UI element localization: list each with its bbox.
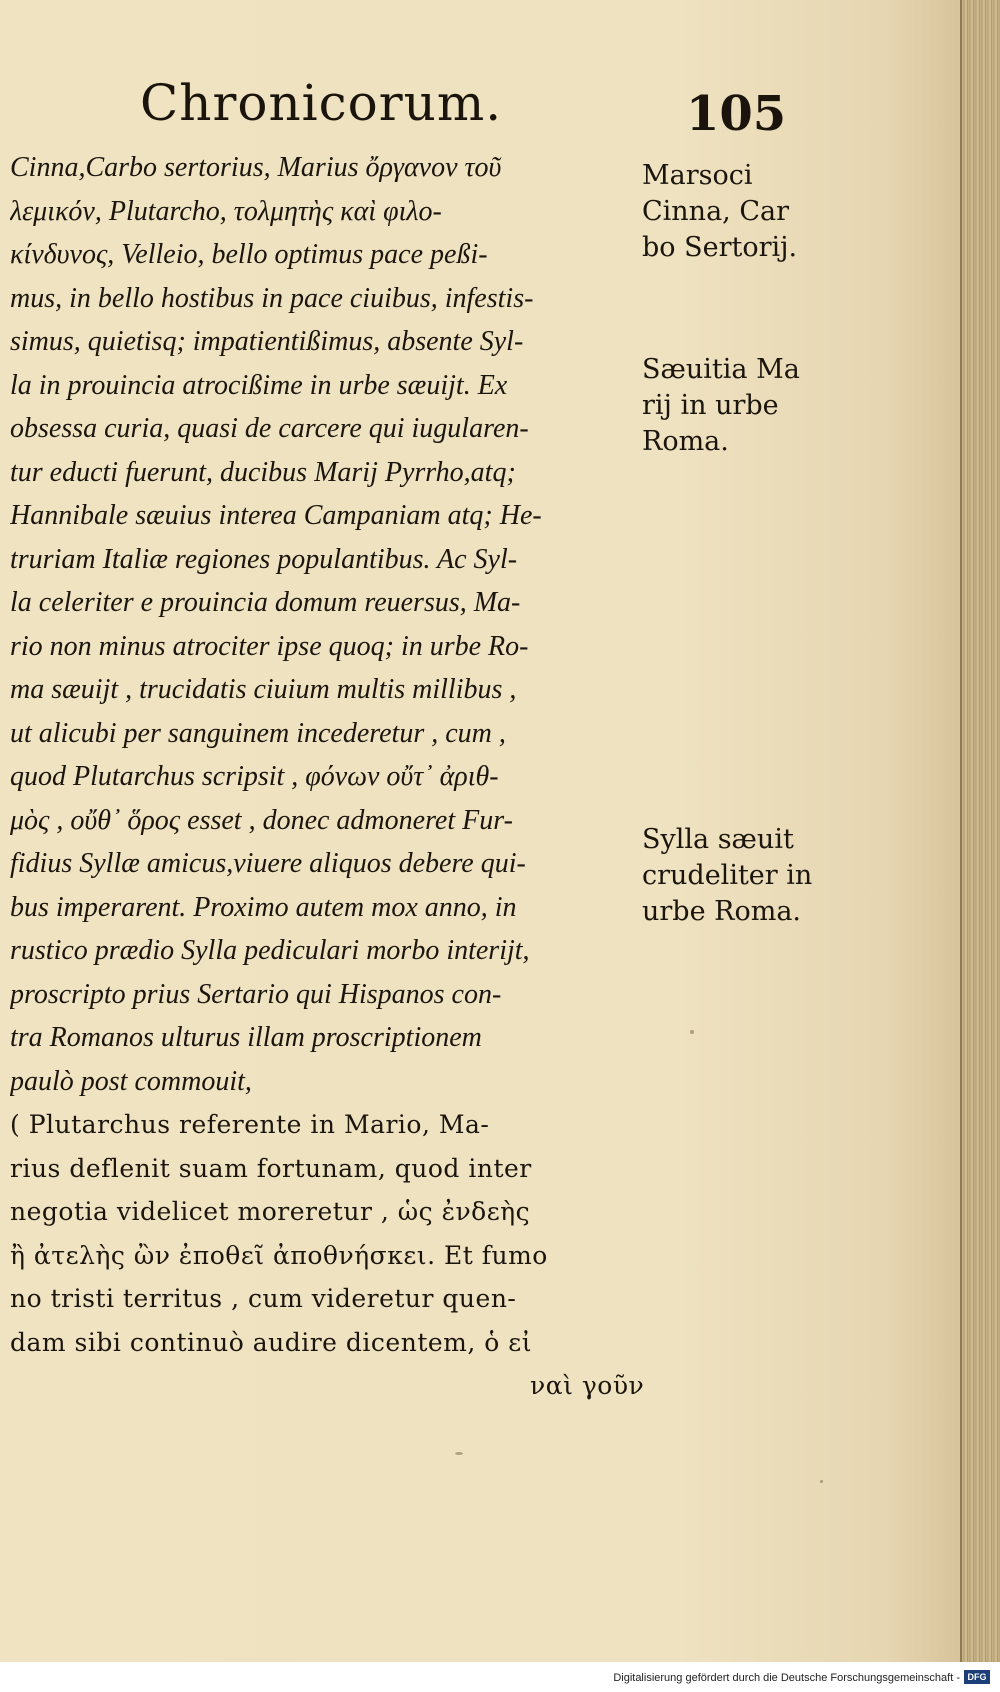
digitization-credit: Digitalisierung gefördert durch die Deutsche Forschungsgemeinschaft -	[613, 1672, 960, 1684]
paper-speck	[690, 1030, 694, 1034]
margin-note-line: Sylla sæuit	[642, 824, 794, 855]
text-line: dam sibi continuò audire dicentem, ὁ εἰ	[10, 1327, 533, 1357]
margin-note	[642, 822, 857, 930]
paper-speck	[820, 1480, 823, 1483]
text-line: paulò post commouit,	[10, 1065, 252, 1097]
page-number: 105	[686, 86, 787, 142]
text-line: proscripto prius Sertario qui Hispanos con-	[10, 978, 502, 1010]
margin-note-line: crudeliter in	[642, 860, 813, 891]
text-line: rio non minus atrociter ipse quoq; in urbe Ro-	[10, 630, 529, 662]
dfg-logo: DFG	[964, 1670, 990, 1684]
paper-speck	[455, 1452, 463, 1455]
body-text	[10, 146, 650, 1408]
text-line: bus imperarent. Proximo autem mox anno, in	[10, 891, 517, 923]
margin-note-line: urbe Roma.	[642, 896, 802, 927]
margin-note-line: Marsoci	[642, 160, 753, 191]
text-line: mus, in bello hostibus in pace ciuibus, infestis-	[10, 282, 534, 314]
text-line: tur educti fuerunt, ducibus Marij Pyrrho,atq;	[10, 456, 516, 488]
margin-note-line: bo Sertorij.	[642, 232, 798, 263]
text-line: la celeriter e prouincia domum reuersus, Ma-	[10, 587, 521, 618]
margin-note-line: Cinna, Car	[642, 196, 789, 227]
text-line: negotia videlicet moreretur , ὡς ἐνδεὴς	[10, 1197, 531, 1226]
text-line: ( Plutarchus referente in Mario, Ma-	[10, 1110, 490, 1139]
text-line: ma sæuijt , trucidatis ciuium multis millibus ,	[10, 674, 517, 705]
page-fore-edge	[960, 0, 1000, 1662]
text-line: tra Romanos ulturus illam proscriptionem	[10, 1022, 482, 1053]
text-line: ἢ ἀτελὴς ὢν ἐποθεῖ ἀποθνήσκει. Et fumo	[10, 1240, 548, 1270]
text-line: ut alicubi per sanguinem incederetur , cum ,	[10, 717, 506, 749]
text-line: rustico prædio Sylla pediculari morbo interijt,	[10, 935, 530, 966]
margin-note	[642, 158, 857, 266]
text-line: truriam Italiæ regiones populantibus. Ac Syl-	[10, 543, 518, 575]
text-line: Cinna,Carbo sertorius, Marius ὄργανον τοῦ	[10, 152, 502, 183]
catchword: ναὶ γοῦν	[530, 1371, 645, 1400]
margin-note-line: Sæuitia Ma	[642, 354, 800, 385]
text-line: fidius Syllæ amicus,viuere aliquos debere qui-	[10, 848, 526, 879]
text-line: obsessa curia, quasi de carcere qui iugularen-	[10, 413, 529, 444]
margin-note-line: rij in urbe	[642, 390, 779, 421]
margin-note	[642, 352, 857, 460]
text-line: Hannibale sæuius interea Campaniam atq; He-	[10, 500, 542, 531]
text-line: κίνδυνος, Velleio, bello optimus pace peßi-	[10, 239, 488, 270]
text-line: λεμικόν, Plutarcho, τολμητὴς καὶ φιλο-	[10, 195, 442, 227]
text-line: no tristi territus , cum videretur quen-	[10, 1284, 517, 1313]
text-line: la in prouincia atrocißime in urbe sæuijt. Ex	[10, 369, 508, 401]
text-line: rius deflenit suam fortunam, quod inter	[10, 1153, 532, 1183]
running-head: Chronicorum.	[140, 74, 503, 132]
text-line: simus, quietisq; impatientißimus, absente Syl-	[10, 326, 524, 357]
text-line: quod Plutarchus scripsit , φόνων οὔτ᾽ ἀριθ-	[10, 761, 499, 792]
text-line: μὸς , οὔθ᾽ ὅρος esset , donec admoneret Fur-	[10, 804, 513, 836]
margin-note-line: Roma.	[642, 426, 729, 457]
